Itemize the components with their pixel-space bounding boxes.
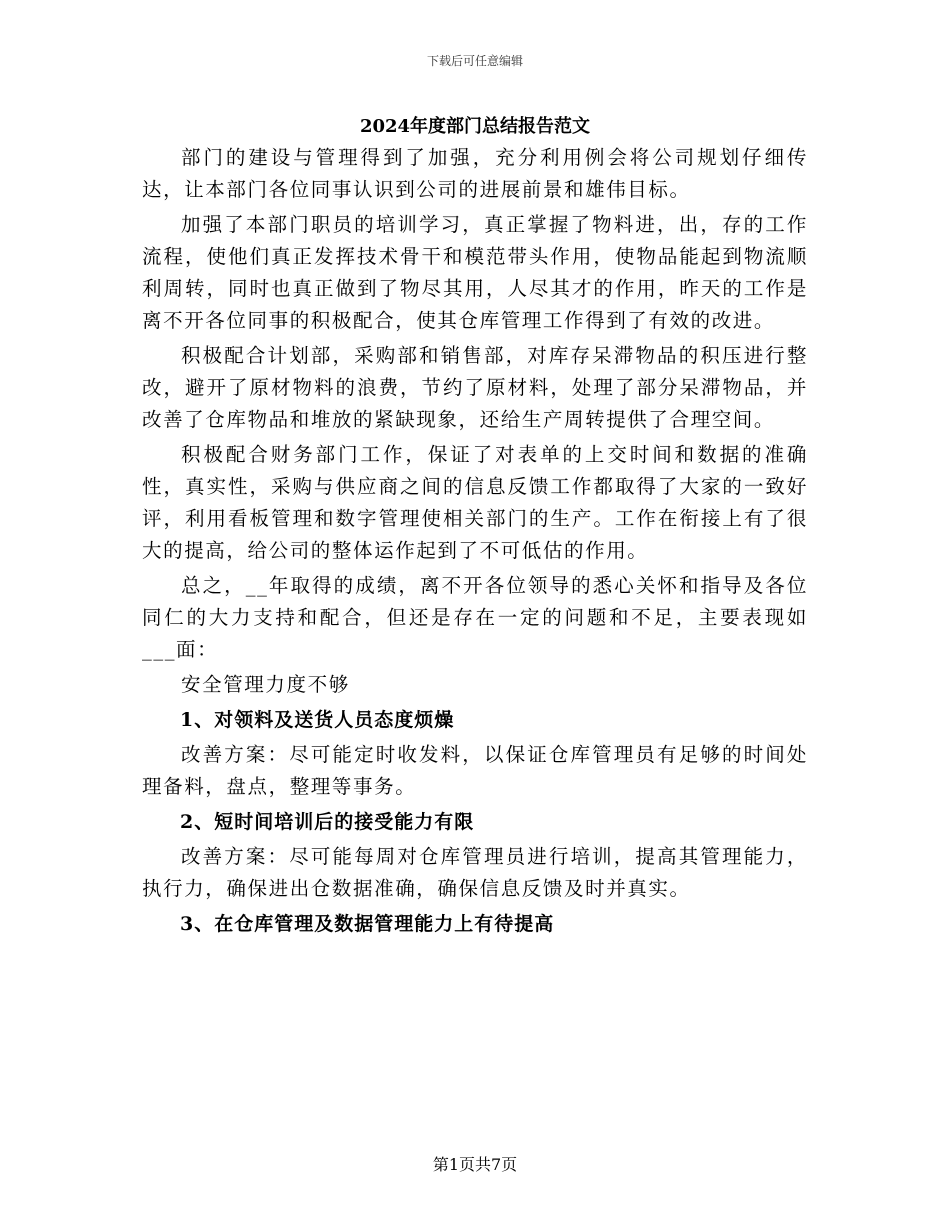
item-text-2: 改善方案：尽可能每周对仓库管理员进行培训，提高其管理能力，执行力，确保进出仓数据准确，确保信息反馈及时并真实。 xyxy=(142,845,808,900)
item-text-1: 改善方案：尽可能定时收发料，以保证仓库管理员有足够的时间处理备料，盘点，整理等事务。 xyxy=(142,743,808,798)
paragraph-summary: 总之，__年取得的成绩，离不开各位领导的悉心关怀和指导及各位同仁的大力支持和配合，但还是存在一定的问题和不足，主要表现如___面： xyxy=(142,574,808,661)
paragraph-inventory-rectification: 积极配合计划部，采购部和销售部，对库存呆滞物品的积压进行整改，避开了原材物料的浪费，节约了原材料，处理了部分呆滞物品，并改善了仓库物品和堆放的紧缺现象，还给生产周转提供了合理空间。 xyxy=(142,344,808,431)
paragraph-finance-cooperation: 积极配合财务部门工作，保证了对表单的上交时间和数据的准确性，真实性，采购与供应商之间的信息反馈工作都取得了大家的一致好评，利用看板管理和数字管理使相关部门的生产。工作在衔接上有了很大的提高，给公司的整体运作起到了不可低估的作用。 xyxy=(142,443,808,562)
paragraph-safety-management: 安全管理力度不够 xyxy=(181,673,350,696)
item-heading-1: 1、对领料及送货人员态度烦燥 xyxy=(180,709,455,731)
page-number: 第1页共7页 xyxy=(432,1155,518,1174)
paragraph-staff-training: 加强了本部门职员的培训学习，真正掌握了物料进，出，存的工作流程，使他们真正发挥技术骨干和模范带头作用，使物品能起到物流顺利周转，同时也真正做到了物尽其用，人尽其才的作用，昨天的工作是离不开各位同事的积极配合，使其仓库管理工作得到了有效的改进。 xyxy=(142,213,808,332)
paragraph-department-building: 部门的建设与管理得到了加强，充分利用例会将公司规划仔细传达，让本部门各位同事认识到公司的进展前景和雄伟目标。 xyxy=(142,146,808,201)
item-heading-3: 3、在仓库管理及数据管理能力上有待提高 xyxy=(180,913,555,935)
page-header-note: 下载后可任意编辑 xyxy=(426,54,523,68)
item-heading-2: 2、短时间培训后的接受能力有限 xyxy=(180,811,475,833)
document-title: 2024年度部门总结报告范文 xyxy=(359,116,591,137)
document-body xyxy=(142,112,808,940)
